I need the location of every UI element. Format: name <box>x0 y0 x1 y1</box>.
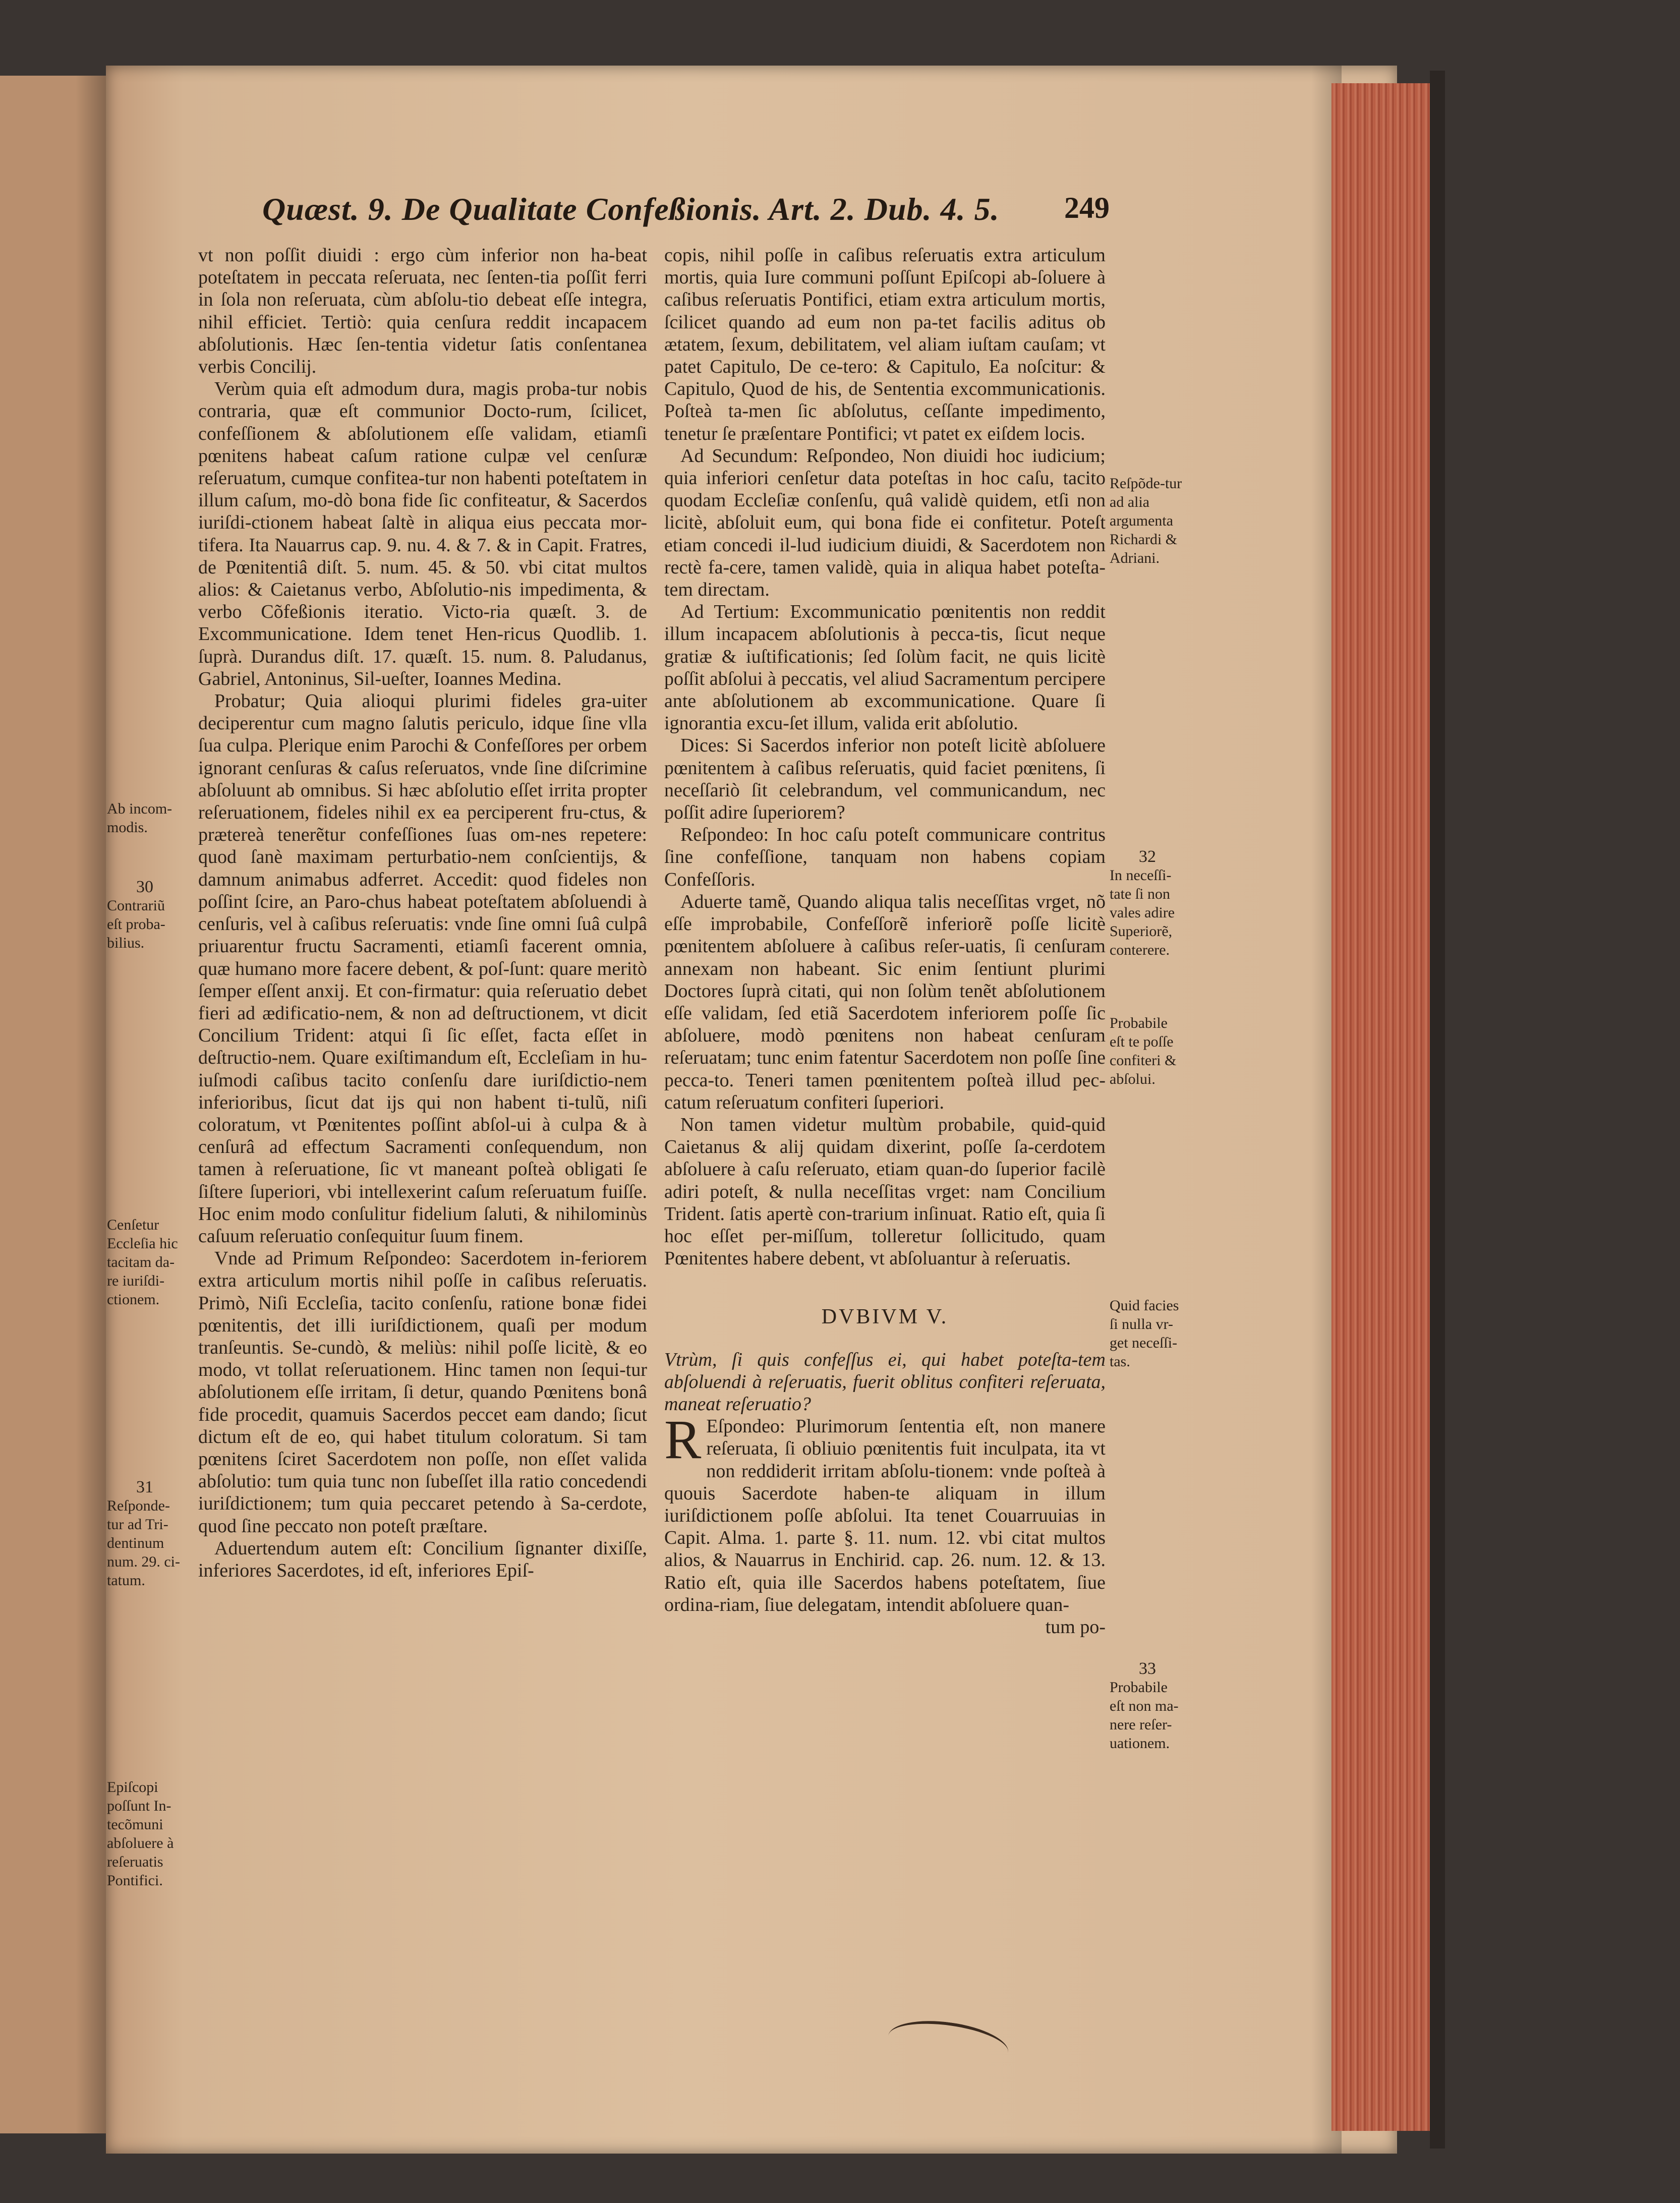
paragraph: copis, nihil poſſe in caſibus reſeruatis extra articulum mortis, quia Iure communi poſſunt Epiſcopi ab-ſoluere à caſibus reſeruatis Pontifici, etiam extra articulum mortis, ſcilicet quando ad eum non pa-tet facilis aditus ob ætatem, ſexum, debilitatem, vel aliam iuſtam cauſam; vt patet Capitulo, De ce-tero: & Capitulo, Ea noſcitur: & Capitulo, Quod de his, de Sententia excommunicationis. Poſteà ta-men ſic abſolutus, ceſſante impedimento, tenetur ſe præſentare Pontifici; vt patet ex eiſdem locis. <box>664 245 1106 444</box>
marginal-text: Probabile eſt te poſſe confiteri & abſolui. <box>1110 1015 1177 1087</box>
catchword: tum po- <box>1045 1616 1106 1638</box>
marginal-number: 32 <box>1139 847 1156 866</box>
paragraph: Aduertendum autem eſt: Concilium ſignanter dixiſſe, inferiores Sacerdotes, id eſt, inferiores Epiſ- <box>198 1537 647 1581</box>
drop-cap: R <box>664 1409 702 1471</box>
marginal-text: Cenſetur Eccleſia hic tacitam da-re iuriſdi-ctionem. <box>107 1216 178 1308</box>
left-text-column <box>198 244 647 1582</box>
marginal-text: Epiſcopi poſſunt In-tecõmuni abſoluere à reſeruatis Pontifici. <box>107 1779 174 1889</box>
marginal-note <box>1110 1659 1185 1753</box>
marginal-number: 31 <box>136 1478 153 1496</box>
dubium-question: Vtrùm, ſi quis confeſſus ei, qui habet poteſta-tem abſoluendi à reſeruatis, fuerit oblitus confiteri reſeruata, maneat reſeruatio? <box>664 1349 1106 1415</box>
paragraph: vt non poſſit diuidi : ergo cùm inferior non ha-beat poteſtatem in peccata reſeruata, nec ſenten-tia poſſit ferri in ſola non reſeruata, cùm abſolu-tio debeat eſſe integra, nihil efficiet. Tertiò: quia cenſura reddit incapacem abſolutionis. Hæc ſen-tentia videtur ſatis conſentanea verbis Concilij. <box>198 245 647 378</box>
paragraph: Verùm quia eſt admodum dura, magis proba-tur nobis contraria, quæ eſt communior Docto-rum, ſcilicet, confeſſionem & abſolutionem eſſe validam, etiamſi pœnitens habeat caſum ratione culpæ vel cenſuræ reſeruatum, cumque confitea-tur non habenti poteſtatem in illum caſum, mo-dò bona fide ſic confiteatur, & Sacerdos iuriſdi-ctionem habeat ſaltè in aliqua eius peccata mor-tifera. Ita Nauarrus cap. 9. nu. 4. & 7. & in Capit. Fratres, de Pœnitentiâ diſt. 5. num. 45. & 50. vbi citat multos alios: & Caietanus verbo, Abſolutio-nis impedimenta, & verbo Cõfeßionis iteratio. Victo-ria quæſt. 3. de Excommunicatione. Idem tenet Hen-ricus Quodlib. 1. ſuprà. Durandus diſt. 17. quæſt. 15. num. 8. Paludanus, Gabriel, Antoninus, Sil-ueſter, Ioannes Medina. <box>198 378 647 689</box>
paragraph: Reſpondeo: In hoc caſu poteſt communicare contritus ſine confeſſione, tanquam non habens copiam Confeſſoris. <box>664 824 1106 890</box>
facing-page-edge <box>0 76 110 2133</box>
answer-text: Eſpondeo: Plurimorum ſententia eſt, non manere reſeruata, ſi obliuio pœnitentis fuit inculpata, ita vt non reddiderit irritam abſolu-tionem: vnde poſteà à quouis Sacerdote haben-te aliquam in illum iuriſdictionem poſſe abſolui. Ita tenet Couarruuias in Capit. Alma. 1. parte §. 11. num. 12. vbi citat multos alios, & Nauarrus in Enchirid. cap. 26. num. 12. & 13. Ratio eſt, quia ille Sacerdos habens poteſtatem, ſiue ordina-riam, ſiue delegatam, intendit abſoluere quan- <box>664 1416 1106 1615</box>
marginal-number: 30 <box>136 878 153 896</box>
page-number: 249 <box>1064 191 1110 224</box>
dubium-heading: DVBIVM V. <box>821 1305 949 1329</box>
paragraph: Ad Secundum: Reſpondeo, Non diuidi hoc iudicium; quia inferiori cenſetur data poteſtas in hoc caſu, tacito quodam Eccleſiæ conſenſu, quâ validè quidem, etſi non licitè, abſoluit eum, qui bona fide ei confitetur. Poteſt etiam concedi il-lud iudicium diuidi, & Sacerdotem non rectè fa-cere, tamen validè, quia in aliqua habet poteſta-tem directam. <box>664 445 1106 601</box>
marginal-note <box>107 878 183 952</box>
paragraph: Dices: Si Sacerdos inferior non poteſt licitè abſoluere pœnitentem à caſibus reſeruatis, quid faciet pœnitens, ſi neceſſariò ſit celebrandum, vel communicandum, nec poſſit adire ſuperiorem? <box>664 735 1106 824</box>
paragraph: Ad Tertium: Excommunicatio pœnitentis non reddit illum incapacem abſolutionis à pecca-tis, ſicut neque gratiæ & iuſtificationis; ſed ſolùm facit, ne quis licitè poſſit abſolui à peccatis, vel aliud Sacramentum percipere ante abſolutionem ab excommunicatione. Quare ſi ignorantia excu-ſet illum, valida erit abſolutio. <box>664 601 1106 734</box>
running-header <box>262 191 1120 226</box>
back-cover <box>1430 71 1445 2149</box>
paragraph: Probatur; Quia alioqui plurimi fideles gra-uiter deciperentur cum magno ſalutis periculo, idque ſine vlla ſua culpa. Plerique enim Parochi & Confeſſores per orbem ignorant cenſuras & caſus reſeruatos, vnde ſine diſcrimine abſoluunt ab omnibus. Si hæc abſolutio eſſet irrita propter reſeruationem, fideles nihil ex ea perciperent fru-ctus, & prætereà tenerẽtur confeſſiones ſuas om-nes repetere: quod ſanè maximam perturbatio-nem conſcientijs, & damnum animabus adferret. Accedit: quod fideles non poſſint ſcire, an Paro-chus habeat poteſtatem abſoluendi à cenſuris, vel à caſibus reſeruatis: vnde ſine omni ſuâ culpâ priuarentur fructu Sacramenti, etiamſi facerent omnia, quæ humano more facere debent, & poſ-ſunt: quare meritò ſemper eſſent anxij. Et con-firmatur: quia reſeruatio debet fieri ad ædificatio-nem, & non ad deſtructionem, vt dicit Concilium Trident: atqui ſi ſic eſſet, facta eſſet in deſtructio-nem. Quare exiſtimandum eſt, Eccleſiam in hu-iuſmodi caſibus tacito conſenſu dare iuriſdictio-nem inferioribus, ſicut dat ijs qui non habent ti-tulũ, niſi coloratum, vt Pœnitentes poſſint abſol-ui à culpa & à cenſurâ ad effectum Sacramenti conſequendum, non tamen à reſeruatione, ſic vt maneant poſteà obligati ſe ſiſtere ſuperiori, vbi intellexerint caſum reſeruatum fuiſſe. Hoc enim modo conſulitur fidelium ſaluti, & nihilominùs caſuum reſeruatio conſequitur ſuum finem. <box>198 690 647 1247</box>
marginal-text: Quid facies ſi nulla vr-get neceſſi-tas. <box>1110 1297 1179 1370</box>
paragraph: Non tamen videtur multùm probabile, quid-quid Caietanus & alij quidam dixerint, poſſe ſa-cerdotem abſoluere à caſu reſeruato, etiam quan-do ſuperior facilè adiri poteſt, & nulla neceſſitas vrget: nam Concilium Trident. ſatis apertè con-trarium inſinuat. Ratio eſt, quia ſi hoc eſſet per-miſſum, tolleretur ſollicitudo, quam Pœnitentes habere debent, vt abſoluantur à reſeruatis. <box>664 1114 1106 1269</box>
marginal-note <box>1110 1296 1185 1371</box>
marginal-note <box>107 1215 183 1309</box>
paragraph: Aduerte tamẽ, Quando aliqua talis neceſſitas vrget, nõ eſſe improbabile, Confeſſorẽ inferiorẽ poſſe licitè pœnitentem abſoluere à caſibus reſer-uatis, ſi cenſuram annexam non habeant. Sic enim ſentiunt plurimi Doctores ſuprà citati, qui non ſolùm tenẽt abſolutionem eſſe validam, ſed etiã Sacerdotem inferiorem poſſe ſic abſoluere, modò pœnitens non habeat cenſuram reſeruatam; tunc enim fatentur Sacerdotem non poſſe ſine pecca-to. Teneri tamen pœnitentem poſteà illud pec-catum reſeruatum confiteri ſuperiori. <box>664 891 1106 1113</box>
marginal-text: Ab incom-modis. <box>107 800 172 836</box>
header-title: Quæst. 9. De Qualitate Confeßionis. Art. 2. Dub. 4. 5. <box>262 191 1000 227</box>
marginal-text: Reſponde-tur ad Tri-dentinum num. 29. ci-tatum. <box>107 1497 180 1589</box>
paragraph: Vnde ad Primum Reſpondeo: Sacerdotem in-feriorem extra articulum mortis nihil poſſe in caſibus reſeruatis. Primò, Niſi Eccleſia, tacito conſenſu, ratione bonæ fidei pœnitentis, det illi iuriſdictionem, quaſi per modum tranſeuntis. Se-cundò, & meliùs: nihil poſſe licitè, & eo modo, vt tollat reſeruationem. Hinc tamen non ſequi-tur abſolutionem eſſe irritam, ſi detur, quando Pœnitens bonâ fide procedit, quamuis Sacerdos peccet eam dando; ſicut dictum eſt de eo, qui habet titulum coloratum. Si tam pœnitens ſciret Sacerdotem non poſſe, non eſſet valida abſolutio: tum quia tunc non ſubeſſet illa ratio concedendi iuriſdictionem; tum quia peccaret petendo à Sa-cerdote, quod ſine peccato non poteſt præſtare. <box>198 1248 647 1537</box>
marginal-note <box>107 1778 183 1890</box>
marginal-text: Contrariũ eſt proba-bilius. <box>107 897 165 951</box>
marginal-text: Reſpõde-tur ad alia argumenta Richardi & Adriani. <box>1110 475 1182 566</box>
dubium-answer <box>664 1409 1106 1616</box>
red-page-edges <box>1331 83 1432 2131</box>
marginal-text: Probabile eſt non ma-nere reſer-uationem. <box>1110 1679 1179 1752</box>
marginal-note <box>1110 847 1185 959</box>
gutter-shadow <box>76 76 106 2133</box>
right-text-column <box>664 244 1106 1638</box>
marginal-note <box>107 1478 183 1590</box>
marginal-note <box>1110 1014 1185 1088</box>
marginal-note <box>107 799 183 837</box>
marginal-number: 33 <box>1139 1659 1156 1678</box>
marginal-text: In neceſſi-tate ſi non vales adire Superiorẽ, conterere. <box>1110 867 1175 958</box>
marginal-note <box>1110 474 1185 567</box>
